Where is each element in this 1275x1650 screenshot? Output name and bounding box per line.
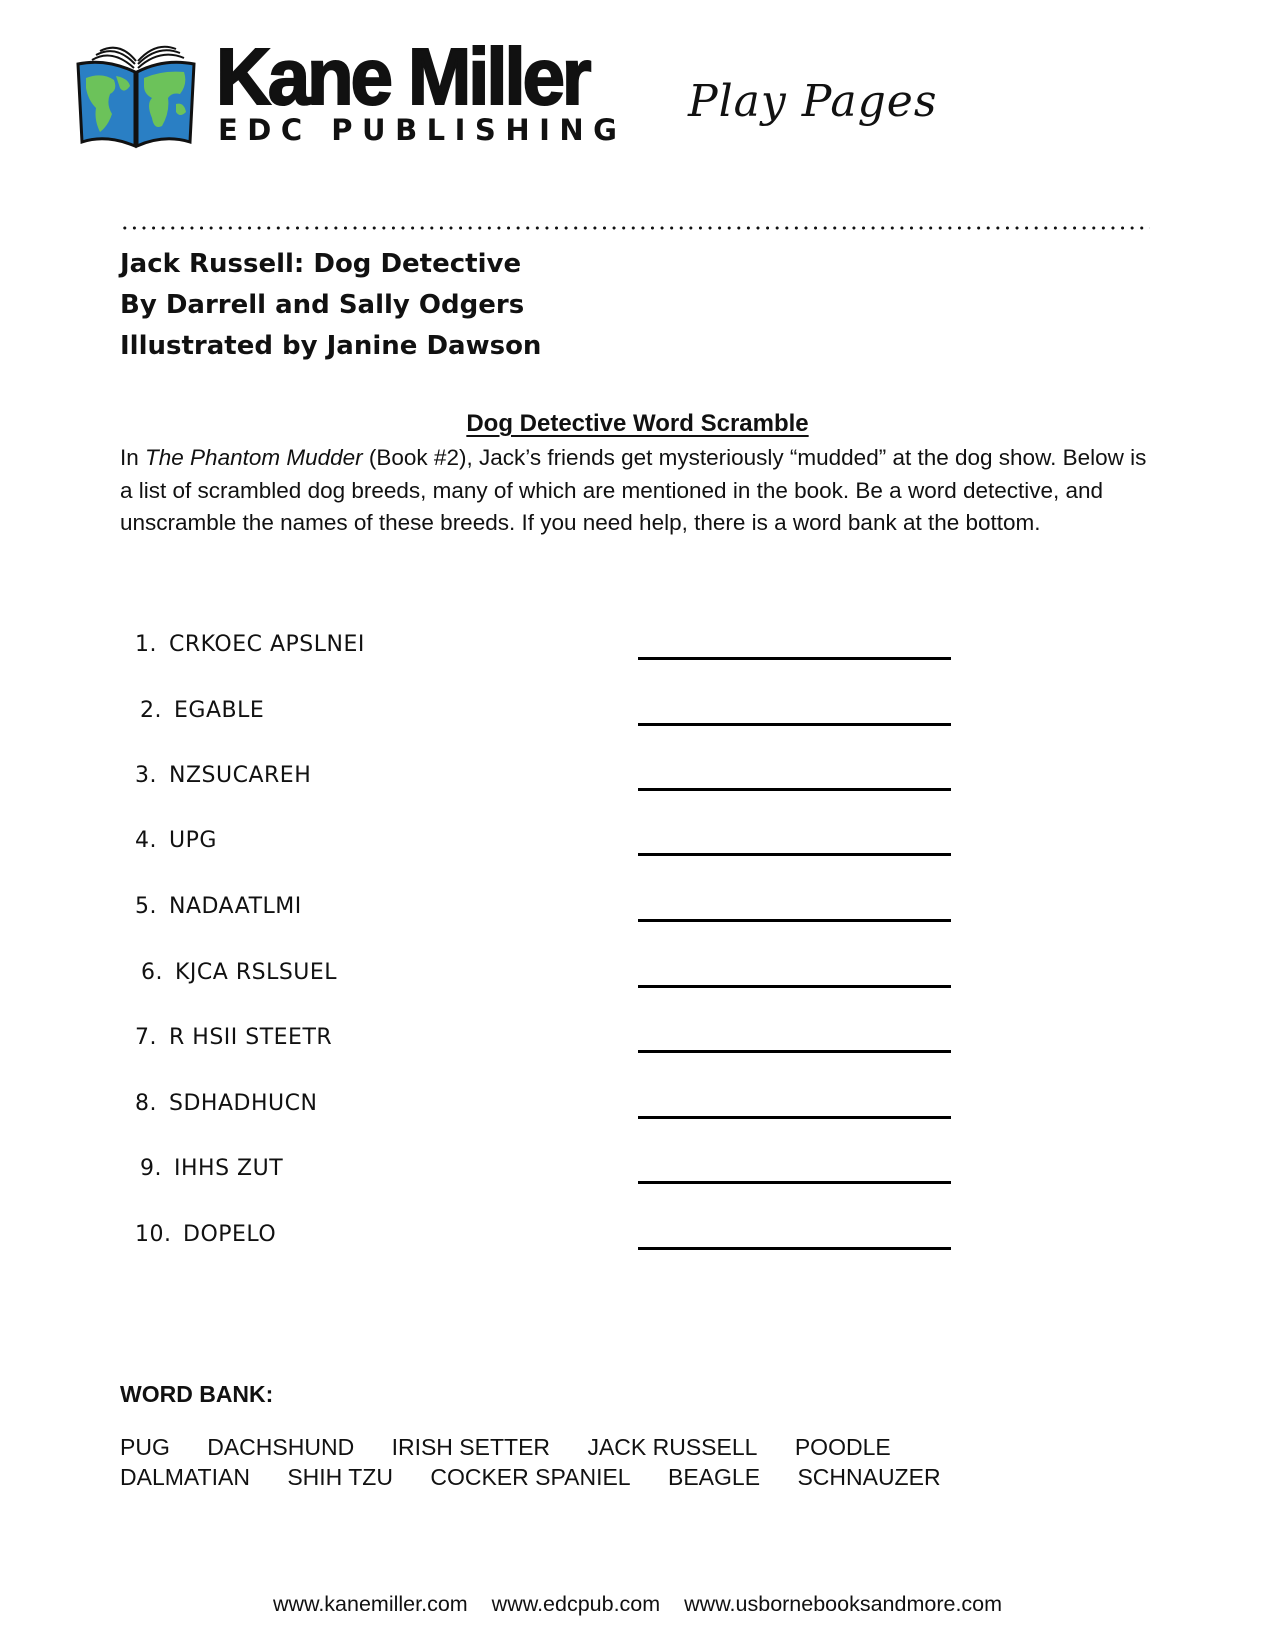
scramble-item xyxy=(135,896,302,918)
scramble-item xyxy=(135,1027,332,1049)
scramble-item xyxy=(140,1158,283,1180)
word-bank-word: COCKER SPANIEL xyxy=(430,1464,631,1490)
scramble-item xyxy=(135,1093,317,1115)
answer-blank[interactable] xyxy=(638,919,951,922)
scrambled-word: IHHS ZUT xyxy=(174,1156,284,1181)
section-label: Play Pages xyxy=(688,76,938,127)
scrambled-word: NADAATLMI xyxy=(169,894,302,919)
word-bank-row xyxy=(120,1466,972,1489)
word-bank-row xyxy=(120,1436,922,1459)
item-number: 10. xyxy=(135,1222,172,1247)
book-authors: By Darrell and Sally Odgers xyxy=(120,290,525,320)
brand-name: Kane Miller xyxy=(216,32,589,122)
scrambled-word: DOPELO xyxy=(183,1222,277,1247)
scrambled-word: R HSII STEETR xyxy=(169,1025,333,1050)
word-bank-word: BEAGLE xyxy=(668,1464,761,1490)
word-bank-word: SHIH TZU xyxy=(287,1464,393,1490)
answer-blank[interactable] xyxy=(638,1050,951,1053)
intro-text: (Book #2), Jack’s friends get mysteriously “mudded” at the dog show. Below is a list of scrambled dog breeds, many of which are mentioned in the book. Be a word detective, and unscramble the names of these breeds. If you need help, there is a word bank at the bottom. xyxy=(120,445,1147,536)
answer-blank[interactable] xyxy=(638,1247,951,1250)
answer-blank[interactable] xyxy=(638,723,951,726)
intro-prefix: In xyxy=(120,445,146,470)
answer-blank[interactable] xyxy=(638,1116,951,1119)
scrambled-word: NZSUCAREH xyxy=(169,763,312,788)
scrambled-word: KJCA RSLSUEL xyxy=(175,960,338,985)
footer-link[interactable]: www.edcpub.com xyxy=(491,1592,661,1616)
book-illustrator: Illustrated by Janine Dawson xyxy=(120,331,542,361)
item-number: 8. xyxy=(135,1091,157,1116)
word-bank-word: DALMATIAN xyxy=(120,1464,250,1490)
activity-title: Dog Detective Word Scramble xyxy=(466,410,809,437)
item-number: 9. xyxy=(140,1156,162,1181)
scrambled-word: CRKOEC APSLNEI xyxy=(169,632,365,657)
footer-links xyxy=(0,1594,1275,1616)
scrambled-word: EGABLE xyxy=(174,698,265,723)
answer-blank[interactable] xyxy=(638,788,951,791)
scramble-item xyxy=(140,700,264,722)
answer-blank[interactable] xyxy=(638,853,951,856)
scrambled-word: UPG xyxy=(169,828,217,853)
scramble-item xyxy=(135,830,217,852)
item-number: 7. xyxy=(135,1025,157,1050)
globe-book-icon xyxy=(72,42,200,150)
word-bank-word: JACK RUSSELL xyxy=(587,1434,758,1460)
footer-link[interactable]: www.usbornebooksandmore.com xyxy=(684,1592,1003,1616)
item-number: 1. xyxy=(135,632,157,657)
item-number: 4. xyxy=(135,828,157,853)
word-bank-word: POODLE xyxy=(794,1434,891,1460)
word-bank-word: IRISH SETTER xyxy=(391,1434,551,1460)
item-number: 3. xyxy=(135,763,157,788)
scramble-item xyxy=(135,765,311,787)
scramble-item xyxy=(135,1224,276,1246)
book-title: Jack Russell: Dog Detective xyxy=(120,249,522,279)
scramble-item xyxy=(135,634,365,656)
word-bank-word: SCHNAUZER xyxy=(797,1464,941,1490)
answer-blank[interactable] xyxy=(638,985,951,988)
intro-paragraph xyxy=(120,442,1160,540)
scramble-item xyxy=(141,962,337,984)
brand-subtitle: EDC PUBLISHING xyxy=(218,113,627,147)
word-bank-word: PUG xyxy=(120,1434,170,1460)
footer-link[interactable]: www.kanemiller.com xyxy=(272,1592,468,1616)
word-bank-heading: WORD BANK: xyxy=(120,1381,274,1407)
item-number: 2. xyxy=(140,698,162,723)
item-number: 5. xyxy=(135,894,157,919)
dotted-divider xyxy=(120,226,1150,230)
item-number: 6. xyxy=(141,960,163,985)
word-bank-word: DACHSHUND xyxy=(207,1434,355,1460)
scrambled-word: SDHADHUCN xyxy=(169,1091,318,1116)
intro-book-title: The Phantom Mudder xyxy=(145,445,363,470)
answer-blank[interactable] xyxy=(638,1181,951,1184)
answer-blank[interactable] xyxy=(638,657,951,660)
